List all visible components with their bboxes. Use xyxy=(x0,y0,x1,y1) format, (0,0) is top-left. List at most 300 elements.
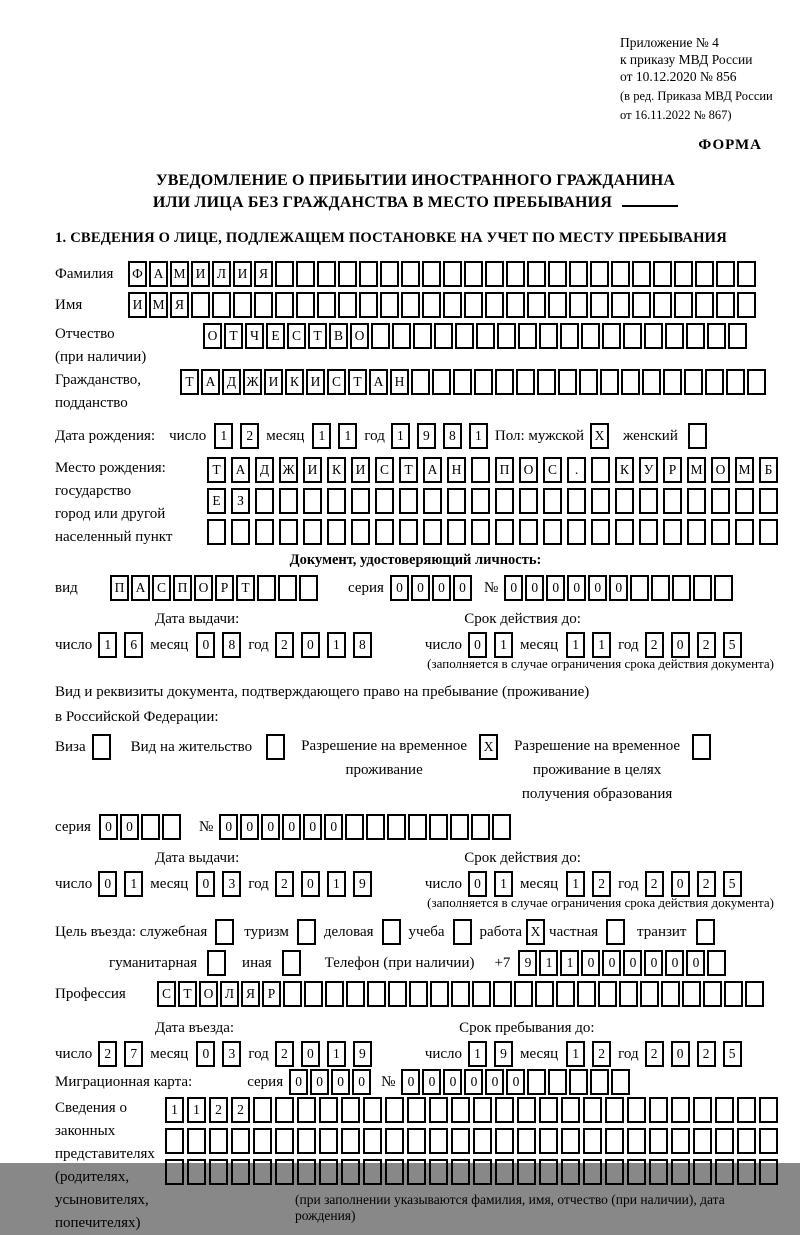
doc-number-field-cell-3[interactable]: 0 xyxy=(546,575,565,601)
purpose-tourism-checkbox[interactable] xyxy=(297,919,316,945)
surname-field-cell-9[interactable] xyxy=(296,261,315,287)
given-name-field-cell-21[interactable] xyxy=(548,292,567,318)
representatives-row1-cell-17[interactable] xyxy=(517,1097,536,1123)
doc-kind-field-cell-1[interactable]: П xyxy=(110,575,129,601)
representatives-row2-cell-8[interactable] xyxy=(319,1128,338,1154)
representatives-row3-cell-24[interactable] xyxy=(671,1159,690,1185)
rtp-number-field-cell-10[interactable] xyxy=(408,814,427,840)
rtp-expiry-year-field-cell-4[interactable]: 5 xyxy=(723,871,742,897)
purpose-other-checkbox[interactable] xyxy=(282,950,301,976)
surname-field-cell-3[interactable]: М xyxy=(170,261,189,287)
birth-month-field-cell-2[interactable]: 1 xyxy=(338,423,357,449)
birth-place-row2-cell-2[interactable]: З xyxy=(231,488,250,514)
profession-field-cell-16[interactable] xyxy=(472,981,491,1007)
phone-field-cell-7[interactable]: 0 xyxy=(644,950,663,976)
doc-expiry-year-field-cell-3[interactable]: 2 xyxy=(697,632,716,658)
given-name-field-cell-1[interactable]: И xyxy=(128,292,147,318)
representatives-row1-cell-6[interactable] xyxy=(275,1097,294,1123)
representatives-row2-cell-5[interactable] xyxy=(253,1128,272,1154)
given-name-field-cell-19[interactable] xyxy=(506,292,525,318)
representatives-row1-cell-10[interactable] xyxy=(363,1097,382,1123)
doc-expiry-year-field-cell-4[interactable]: 5 xyxy=(723,632,742,658)
given-name-field-cell-6[interactable] xyxy=(233,292,252,318)
birth-place-row1-cell-20[interactable]: Р xyxy=(663,457,682,483)
representatives-row1-cell-26[interactable] xyxy=(715,1097,734,1123)
birth-place-row2-cell-20[interactable] xyxy=(663,488,682,514)
patronymic-field-cell-12[interactable] xyxy=(434,323,453,349)
birth-place-row1-cell-12[interactable] xyxy=(471,457,490,483)
phone-field-cell-3[interactable]: 1 xyxy=(560,950,579,976)
representatives-row2-cell-23[interactable] xyxy=(649,1128,668,1154)
birth-place-row2-cell-17[interactable] xyxy=(591,488,610,514)
profession-field-cell-26[interactable] xyxy=(682,981,701,1007)
citizenship-field-cell-23[interactable] xyxy=(642,369,661,395)
birth-place-row3-cell-5[interactable] xyxy=(303,519,322,545)
doc-number-field-cell-11[interactable] xyxy=(714,575,733,601)
representatives-row2-cell-16[interactable] xyxy=(495,1128,514,1154)
given-name-field-cell-5[interactable] xyxy=(212,292,231,318)
citizenship-field-cell-2[interactable]: А xyxy=(201,369,220,395)
birth-place-row2-cell-21[interactable] xyxy=(687,488,706,514)
doc-series-field-cell-1[interactable]: 0 xyxy=(390,575,409,601)
doc-number-field-cell-5[interactable]: 0 xyxy=(588,575,607,601)
birth-place-row1-cell-21[interactable]: М xyxy=(687,457,706,483)
representatives-row1-cell-13[interactable] xyxy=(429,1097,448,1123)
surname-field-cell-13[interactable] xyxy=(380,261,399,287)
profession-field-cell-7[interactable] xyxy=(283,981,302,1007)
birth-place-row2-cell-3[interactable] xyxy=(255,488,274,514)
representatives-row1-cell-25[interactable] xyxy=(693,1097,712,1123)
representatives-row3-cell-6[interactable] xyxy=(275,1159,294,1185)
representatives-row1-cell-14[interactable] xyxy=(451,1097,470,1123)
phone-field-cell-9[interactable]: 0 xyxy=(686,950,705,976)
given-name-field-cell-25[interactable] xyxy=(632,292,651,318)
mig-number-field-cell-1[interactable]: 0 xyxy=(401,1069,420,1095)
given-name-field-cell-23[interactable] xyxy=(590,292,609,318)
representatives-row2-cell-18[interactable] xyxy=(539,1128,558,1154)
representatives-row3-cell-19[interactable] xyxy=(561,1159,580,1185)
birth-place-row3-cell-24[interactable] xyxy=(759,519,778,545)
representatives-row1-cell-23[interactable] xyxy=(649,1097,668,1123)
given-name-field-cell-24[interactable] xyxy=(611,292,630,318)
citizenship-field-cell-7[interactable]: И xyxy=(306,369,325,395)
surname-field-cell-5[interactable]: Л xyxy=(212,261,231,287)
temp-residence-checkbox[interactable]: X xyxy=(479,734,498,760)
representatives-row2-cell-9[interactable] xyxy=(341,1128,360,1154)
representatives-row3-cell-14[interactable] xyxy=(451,1159,470,1185)
birth-place-row3-cell-13[interactable] xyxy=(495,519,514,545)
mig-number-field-cell-9[interactable] xyxy=(569,1069,588,1095)
birth-place-row1-cell-22[interactable]: О xyxy=(711,457,730,483)
profession-field-cell-22[interactable] xyxy=(598,981,617,1007)
birth-year-field-cell-2[interactable]: 9 xyxy=(417,423,436,449)
representatives-row1-cell-8[interactable] xyxy=(319,1097,338,1123)
birth-place-row2-cell-8[interactable] xyxy=(375,488,394,514)
rtp-issue-month-field-cell-2[interactable]: 3 xyxy=(222,871,241,897)
birth-place-row1-cell-14[interactable]: О xyxy=(519,457,538,483)
temp-residence-edu-checkbox[interactable] xyxy=(692,734,711,760)
representatives-row2-cell-2[interactable] xyxy=(187,1128,206,1154)
rtp-expiry-day-field-cell-1[interactable]: 0 xyxy=(468,871,487,897)
given-name-field-cell-7[interactable] xyxy=(254,292,273,318)
representatives-row3-cell-11[interactable] xyxy=(385,1159,404,1185)
representatives-row3-cell-21[interactable] xyxy=(605,1159,624,1185)
representatives-row3-cell-8[interactable] xyxy=(319,1159,338,1185)
citizenship-field-cell-3[interactable]: Д xyxy=(222,369,241,395)
doc-expiry-day-field-cell-2[interactable]: 1 xyxy=(494,632,513,658)
birth-place-row2-cell-11[interactable] xyxy=(447,488,466,514)
citizenship-field-cell-19[interactable] xyxy=(558,369,577,395)
profession-field-cell-12[interactable] xyxy=(388,981,407,1007)
birth-place-row3-cell-6[interactable] xyxy=(327,519,346,545)
birth-place-row2-cell-13[interactable] xyxy=(495,488,514,514)
representatives-row2-cell-27[interactable] xyxy=(737,1128,756,1154)
birth-place-row3-cell-9[interactable] xyxy=(399,519,418,545)
entry-year-field-cell-2[interactable]: 0 xyxy=(301,1041,320,1067)
representatives-row3-cell-18[interactable] xyxy=(539,1159,558,1185)
representatives-row1-cell-1[interactable]: 1 xyxy=(165,1097,184,1123)
doc-kind-field-cell-8[interactable] xyxy=(257,575,276,601)
birth-place-row1-cell-24[interactable]: Б xyxy=(759,457,778,483)
surname-field-cell-30[interactable] xyxy=(737,261,756,287)
rtp-number-field-cell-1[interactable]: 0 xyxy=(219,814,238,840)
given-name-field-cell-18[interactable] xyxy=(485,292,504,318)
representatives-row1-cell-9[interactable] xyxy=(341,1097,360,1123)
profession-field-cell-23[interactable] xyxy=(619,981,638,1007)
doc-series-field-cell-2[interactable]: 0 xyxy=(411,575,430,601)
doc-issue-year-field-cell-2[interactable]: 0 xyxy=(301,632,320,658)
birth-place-row3-cell-14[interactable] xyxy=(519,519,538,545)
rtp-number-field-cell-6[interactable]: 0 xyxy=(324,814,343,840)
birth-place-row2-cell-5[interactable] xyxy=(303,488,322,514)
patronymic-field-cell-10[interactable] xyxy=(392,323,411,349)
doc-kind-field-cell-5[interactable]: О xyxy=(194,575,213,601)
doc-issue-month-field-cell-2[interactable]: 8 xyxy=(222,632,241,658)
doc-number-field-cell-6[interactable]: 0 xyxy=(609,575,628,601)
patronymic-field-cell-13[interactable] xyxy=(455,323,474,349)
birth-place-row3-cell-18[interactable] xyxy=(615,519,634,545)
representatives-row2-cell-22[interactable] xyxy=(627,1128,646,1154)
rtp-number-field-cell-8[interactable] xyxy=(366,814,385,840)
birth-place-row3-cell-23[interactable] xyxy=(735,519,754,545)
patronymic-field-cell-9[interactable] xyxy=(371,323,390,349)
doc-number-field-cell-2[interactable]: 0 xyxy=(525,575,544,601)
birth-place-row1-cell-1[interactable]: Т xyxy=(207,457,226,483)
birth-place-row1-cell-7[interactable]: И xyxy=(351,457,370,483)
birth-place-row1-cell-15[interactable]: С xyxy=(543,457,562,483)
surname-field-cell-28[interactable] xyxy=(695,261,714,287)
given-name-field-cell-22[interactable] xyxy=(569,292,588,318)
doc-number-field-cell-1[interactable]: 0 xyxy=(504,575,523,601)
surname-field-cell-22[interactable] xyxy=(569,261,588,287)
rtp-series-field-cell-4[interactable] xyxy=(162,814,181,840)
rtp-number-field-cell-7[interactable] xyxy=(345,814,364,840)
rtp-number-field-cell-2[interactable]: 0 xyxy=(240,814,259,840)
birth-place-row1-cell-8[interactable]: С xyxy=(375,457,394,483)
representatives-row3-cell-23[interactable] xyxy=(649,1159,668,1185)
representatives-row3-cell-12[interactable] xyxy=(407,1159,426,1185)
birth-place-row2-cell-22[interactable] xyxy=(711,488,730,514)
doc-number-field-cell-10[interactable] xyxy=(693,575,712,601)
representatives-row3-cell-20[interactable] xyxy=(583,1159,602,1185)
representatives-row3-cell-10[interactable] xyxy=(363,1159,382,1185)
doc-issue-month-field-cell-1[interactable]: 0 xyxy=(196,632,215,658)
birth-place-row1-cell-18[interactable]: К xyxy=(615,457,634,483)
rtp-expiry-month-field-cell-2[interactable]: 2 xyxy=(592,871,611,897)
citizenship-field-cell-17[interactable] xyxy=(516,369,535,395)
representatives-row3-cell-28[interactable] xyxy=(759,1159,778,1185)
birth-month-field-cell-1[interactable]: 1 xyxy=(312,423,331,449)
representatives-row1-cell-7[interactable] xyxy=(297,1097,316,1123)
purpose-humanitarian-checkbox[interactable] xyxy=(207,950,226,976)
patronymic-field-cell-23[interactable] xyxy=(665,323,684,349)
birth-place-row3-cell-15[interactable] xyxy=(543,519,562,545)
profession-field-cell-9[interactable] xyxy=(325,981,344,1007)
surname-field-cell-27[interactable] xyxy=(674,261,693,287)
profession-field-cell-24[interactable] xyxy=(640,981,659,1007)
birth-place-row1-cell-16[interactable]: . xyxy=(567,457,586,483)
surname-field-cell-8[interactable] xyxy=(275,261,294,287)
rtp-expiry-month-field-cell-1[interactable]: 1 xyxy=(566,871,585,897)
representatives-row3-cell-17[interactable] xyxy=(517,1159,536,1185)
representatives-row2-cell-28[interactable] xyxy=(759,1128,778,1154)
stay-year-field-cell-2[interactable]: 0 xyxy=(671,1041,690,1067)
purpose-work-checkbox[interactable]: X xyxy=(526,919,545,945)
citizenship-field-cell-8[interactable]: С xyxy=(327,369,346,395)
citizenship-field-cell-1[interactable]: Т xyxy=(180,369,199,395)
representatives-row2-cell-3[interactable] xyxy=(209,1128,228,1154)
citizenship-field-cell-18[interactable] xyxy=(537,369,556,395)
representatives-row1-cell-5[interactable] xyxy=(253,1097,272,1123)
birth-place-row1-cell-13[interactable]: П xyxy=(495,457,514,483)
patronymic-field-cell-7[interactable]: В xyxy=(329,323,348,349)
representatives-row3-cell-22[interactable] xyxy=(627,1159,646,1185)
doc-kind-field-cell-9[interactable] xyxy=(278,575,297,601)
patronymic-field-cell-22[interactable] xyxy=(644,323,663,349)
given-name-field-cell-17[interactable] xyxy=(464,292,483,318)
representatives-row3-cell-7[interactable] xyxy=(297,1159,316,1185)
representatives-row1-cell-16[interactable] xyxy=(495,1097,514,1123)
surname-field-cell-21[interactable] xyxy=(548,261,567,287)
given-name-field-cell-30[interactable] xyxy=(737,292,756,318)
representatives-row1-cell-15[interactable] xyxy=(473,1097,492,1123)
rtp-series-field-cell-3[interactable] xyxy=(141,814,160,840)
representatives-row2-cell-20[interactable] xyxy=(583,1128,602,1154)
patronymic-field-cell-6[interactable]: Т xyxy=(308,323,327,349)
given-name-field-cell-27[interactable] xyxy=(674,292,693,318)
purpose-study-checkbox[interactable] xyxy=(453,919,472,945)
birth-place-row1-cell-9[interactable]: Т xyxy=(399,457,418,483)
representatives-row3-cell-13[interactable] xyxy=(429,1159,448,1185)
purpose-official-checkbox[interactable] xyxy=(215,919,234,945)
mig-number-field-cell-11[interactable] xyxy=(611,1069,630,1095)
surname-field-cell-19[interactable] xyxy=(506,261,525,287)
birth-place-row2-cell-16[interactable] xyxy=(567,488,586,514)
surname-field-cell-14[interactable] xyxy=(401,261,420,287)
profession-field-cell-25[interactable] xyxy=(661,981,680,1007)
mig-number-field-cell-8[interactable] xyxy=(548,1069,567,1095)
phone-field-cell-8[interactable]: 0 xyxy=(665,950,684,976)
rtp-expiry-day-field-cell-2[interactable]: 1 xyxy=(494,871,513,897)
birth-place-row3-cell-7[interactable] xyxy=(351,519,370,545)
surname-field-cell-7[interactable]: Я xyxy=(254,261,273,287)
citizenship-field-cell-20[interactable] xyxy=(579,369,598,395)
rtp-issue-year-field-cell-3[interactable]: 1 xyxy=(327,871,346,897)
doc-expiry-year-field-cell-2[interactable]: 0 xyxy=(671,632,690,658)
entry-year-field-cell-3[interactable]: 1 xyxy=(327,1041,346,1067)
representatives-row1-cell-20[interactable] xyxy=(583,1097,602,1123)
patronymic-field-cell-26[interactable] xyxy=(728,323,747,349)
surname-field-cell-24[interactable] xyxy=(611,261,630,287)
given-name-field-cell-13[interactable] xyxy=(380,292,399,318)
citizenship-field-cell-21[interactable] xyxy=(600,369,619,395)
patronymic-field-cell-15[interactable] xyxy=(497,323,516,349)
mig-number-field-cell-3[interactable]: 0 xyxy=(443,1069,462,1095)
representatives-row2-cell-19[interactable] xyxy=(561,1128,580,1154)
rtp-issue-year-field-cell-4[interactable]: 9 xyxy=(353,871,372,897)
stay-month-field-cell-2[interactable]: 2 xyxy=(592,1041,611,1067)
representatives-row1-cell-24[interactable] xyxy=(671,1097,690,1123)
profession-field-cell-20[interactable] xyxy=(556,981,575,1007)
doc-kind-field-cell-7[interactable]: Т xyxy=(236,575,255,601)
stay-day-field-cell-1[interactable]: 1 xyxy=(468,1041,487,1067)
rtp-number-field-cell-12[interactable] xyxy=(450,814,469,840)
phone-field-cell-6[interactable]: 0 xyxy=(623,950,642,976)
profession-field-cell-5[interactable]: Я xyxy=(241,981,260,1007)
rtp-number-field-cell-5[interactable]: 0 xyxy=(303,814,322,840)
stay-month-field-cell-1[interactable]: 1 xyxy=(566,1041,585,1067)
birth-place-row2-cell-19[interactable] xyxy=(639,488,658,514)
profession-field-cell-18[interactable] xyxy=(514,981,533,1007)
birth-place-row3-cell-11[interactable] xyxy=(447,519,466,545)
mig-number-field-cell-7[interactable] xyxy=(527,1069,546,1095)
patronymic-field-cell-11[interactable] xyxy=(413,323,432,349)
birth-year-field-cell-3[interactable]: 8 xyxy=(443,423,462,449)
profession-field-cell-4[interactable]: Л xyxy=(220,981,239,1007)
entry-month-field-cell-1[interactable]: 0 xyxy=(196,1041,215,1067)
representatives-row2-cell-4[interactable] xyxy=(231,1128,250,1154)
mig-series-field-cell-2[interactable]: 0 xyxy=(310,1069,329,1095)
given-name-field-cell-15[interactable] xyxy=(422,292,441,318)
representatives-row3-cell-25[interactable] xyxy=(693,1159,712,1185)
citizenship-field-cell-12[interactable] xyxy=(411,369,430,395)
rtp-series-field-cell-1[interactable]: 0 xyxy=(99,814,118,840)
given-name-field-cell-28[interactable] xyxy=(695,292,714,318)
phone-field-cell-1[interactable]: 9 xyxy=(518,950,537,976)
representatives-row3-cell-26[interactable] xyxy=(715,1159,734,1185)
rtp-issue-month-field-cell-1[interactable]: 0 xyxy=(196,871,215,897)
purpose-business-checkbox[interactable] xyxy=(382,919,401,945)
doc-expiry-year-field-cell-1[interactable]: 2 xyxy=(645,632,664,658)
birth-place-row2-cell-6[interactable] xyxy=(327,488,346,514)
representatives-row2-cell-25[interactable] xyxy=(693,1128,712,1154)
rtp-series-field-cell-2[interactable]: 0 xyxy=(120,814,139,840)
representatives-row1-cell-2[interactable]: 1 xyxy=(187,1097,206,1123)
birth-place-row3-cell-3[interactable] xyxy=(255,519,274,545)
patronymic-field-cell-19[interactable] xyxy=(581,323,600,349)
doc-kind-field-cell-4[interactable]: П xyxy=(173,575,192,601)
surname-field-cell-15[interactable] xyxy=(422,261,441,287)
doc-issue-year-field-cell-4[interactable]: 8 xyxy=(353,632,372,658)
representatives-row2-cell-14[interactable] xyxy=(451,1128,470,1154)
birth-place-row3-cell-4[interactable] xyxy=(279,519,298,545)
representatives-row3-cell-16[interactable] xyxy=(495,1159,514,1185)
profession-field-cell-3[interactable]: О xyxy=(199,981,218,1007)
doc-series-field-cell-3[interactable]: 0 xyxy=(432,575,451,601)
mig-number-field-cell-2[interactable]: 0 xyxy=(422,1069,441,1095)
rtp-number-field-cell-9[interactable] xyxy=(387,814,406,840)
rtp-expiry-year-field-cell-3[interactable]: 2 xyxy=(697,871,716,897)
rtp-issue-year-field-cell-2[interactable]: 0 xyxy=(301,871,320,897)
representatives-row3-cell-15[interactable] xyxy=(473,1159,492,1185)
birth-place-row3-cell-10[interactable] xyxy=(423,519,442,545)
phone-field-cell-5[interactable]: 0 xyxy=(602,950,621,976)
birth-year-field-cell-4[interactable]: 1 xyxy=(469,423,488,449)
representatives-row1-cell-18[interactable] xyxy=(539,1097,558,1123)
birth-place-row2-cell-7[interactable] xyxy=(351,488,370,514)
doc-issue-day-field-cell-2[interactable]: 6 xyxy=(124,632,143,658)
birth-place-row1-cell-19[interactable]: У xyxy=(639,457,658,483)
rtp-number-field-cell-3[interactable]: 0 xyxy=(261,814,280,840)
profession-field-cell-28[interactable] xyxy=(724,981,743,1007)
surname-field-cell-29[interactable] xyxy=(716,261,735,287)
profession-field-cell-17[interactable] xyxy=(493,981,512,1007)
representatives-row2-cell-1[interactable] xyxy=(165,1128,184,1154)
given-name-field-cell-9[interactable] xyxy=(296,292,315,318)
residence-permit-checkbox[interactable] xyxy=(266,734,285,760)
given-name-field-cell-20[interactable] xyxy=(527,292,546,318)
mig-series-field-cell-3[interactable]: 0 xyxy=(331,1069,350,1095)
surname-field-cell-26[interactable] xyxy=(653,261,672,287)
surname-field-cell-1[interactable]: Ф xyxy=(128,261,147,287)
birth-place-row1-cell-17[interactable] xyxy=(591,457,610,483)
representatives-row2-cell-7[interactable] xyxy=(297,1128,316,1154)
representatives-row2-cell-12[interactable] xyxy=(407,1128,426,1154)
given-name-field-cell-16[interactable] xyxy=(443,292,462,318)
entry-month-field-cell-2[interactable]: 3 xyxy=(222,1041,241,1067)
representatives-row1-cell-27[interactable] xyxy=(737,1097,756,1123)
citizenship-field-cell-14[interactable] xyxy=(453,369,472,395)
representatives-row2-cell-6[interactable] xyxy=(275,1128,294,1154)
stay-year-field-cell-4[interactable]: 5 xyxy=(723,1041,742,1067)
birth-place-row3-cell-21[interactable] xyxy=(687,519,706,545)
birth-year-field-cell-1[interactable]: 1 xyxy=(391,423,410,449)
representatives-row2-cell-24[interactable] xyxy=(671,1128,690,1154)
birth-place-row2-cell-23[interactable] xyxy=(735,488,754,514)
doc-issue-year-field-cell-3[interactable]: 1 xyxy=(327,632,346,658)
surname-field-cell-12[interactable] xyxy=(359,261,378,287)
entry-day-field-cell-1[interactable]: 2 xyxy=(98,1041,117,1067)
birth-place-row2-cell-1[interactable]: Е xyxy=(207,488,226,514)
doc-issue-day-field-cell-1[interactable]: 1 xyxy=(98,632,117,658)
profession-field-cell-29[interactable] xyxy=(745,981,764,1007)
profession-field-cell-1[interactable]: С xyxy=(157,981,176,1007)
birth-place-row2-cell-10[interactable] xyxy=(423,488,442,514)
rtp-number-field-cell-14[interactable] xyxy=(492,814,511,840)
representatives-row1-cell-21[interactable] xyxy=(605,1097,624,1123)
birth-place-row3-cell-1[interactable] xyxy=(207,519,226,545)
given-name-field-cell-4[interactable] xyxy=(191,292,210,318)
entry-day-field-cell-2[interactable]: 7 xyxy=(124,1041,143,1067)
mig-number-field-cell-6[interactable]: 0 xyxy=(506,1069,525,1095)
birth-place-row3-cell-12[interactable] xyxy=(471,519,490,545)
patronymic-field-cell-24[interactable] xyxy=(686,323,705,349)
birth-place-row2-cell-24[interactable] xyxy=(759,488,778,514)
sex-male-checkbox[interactable]: X xyxy=(590,423,609,449)
stay-year-field-cell-1[interactable]: 2 xyxy=(645,1041,664,1067)
representatives-row1-cell-3[interactable]: 2 xyxy=(209,1097,228,1123)
profession-field-cell-15[interactable] xyxy=(451,981,470,1007)
